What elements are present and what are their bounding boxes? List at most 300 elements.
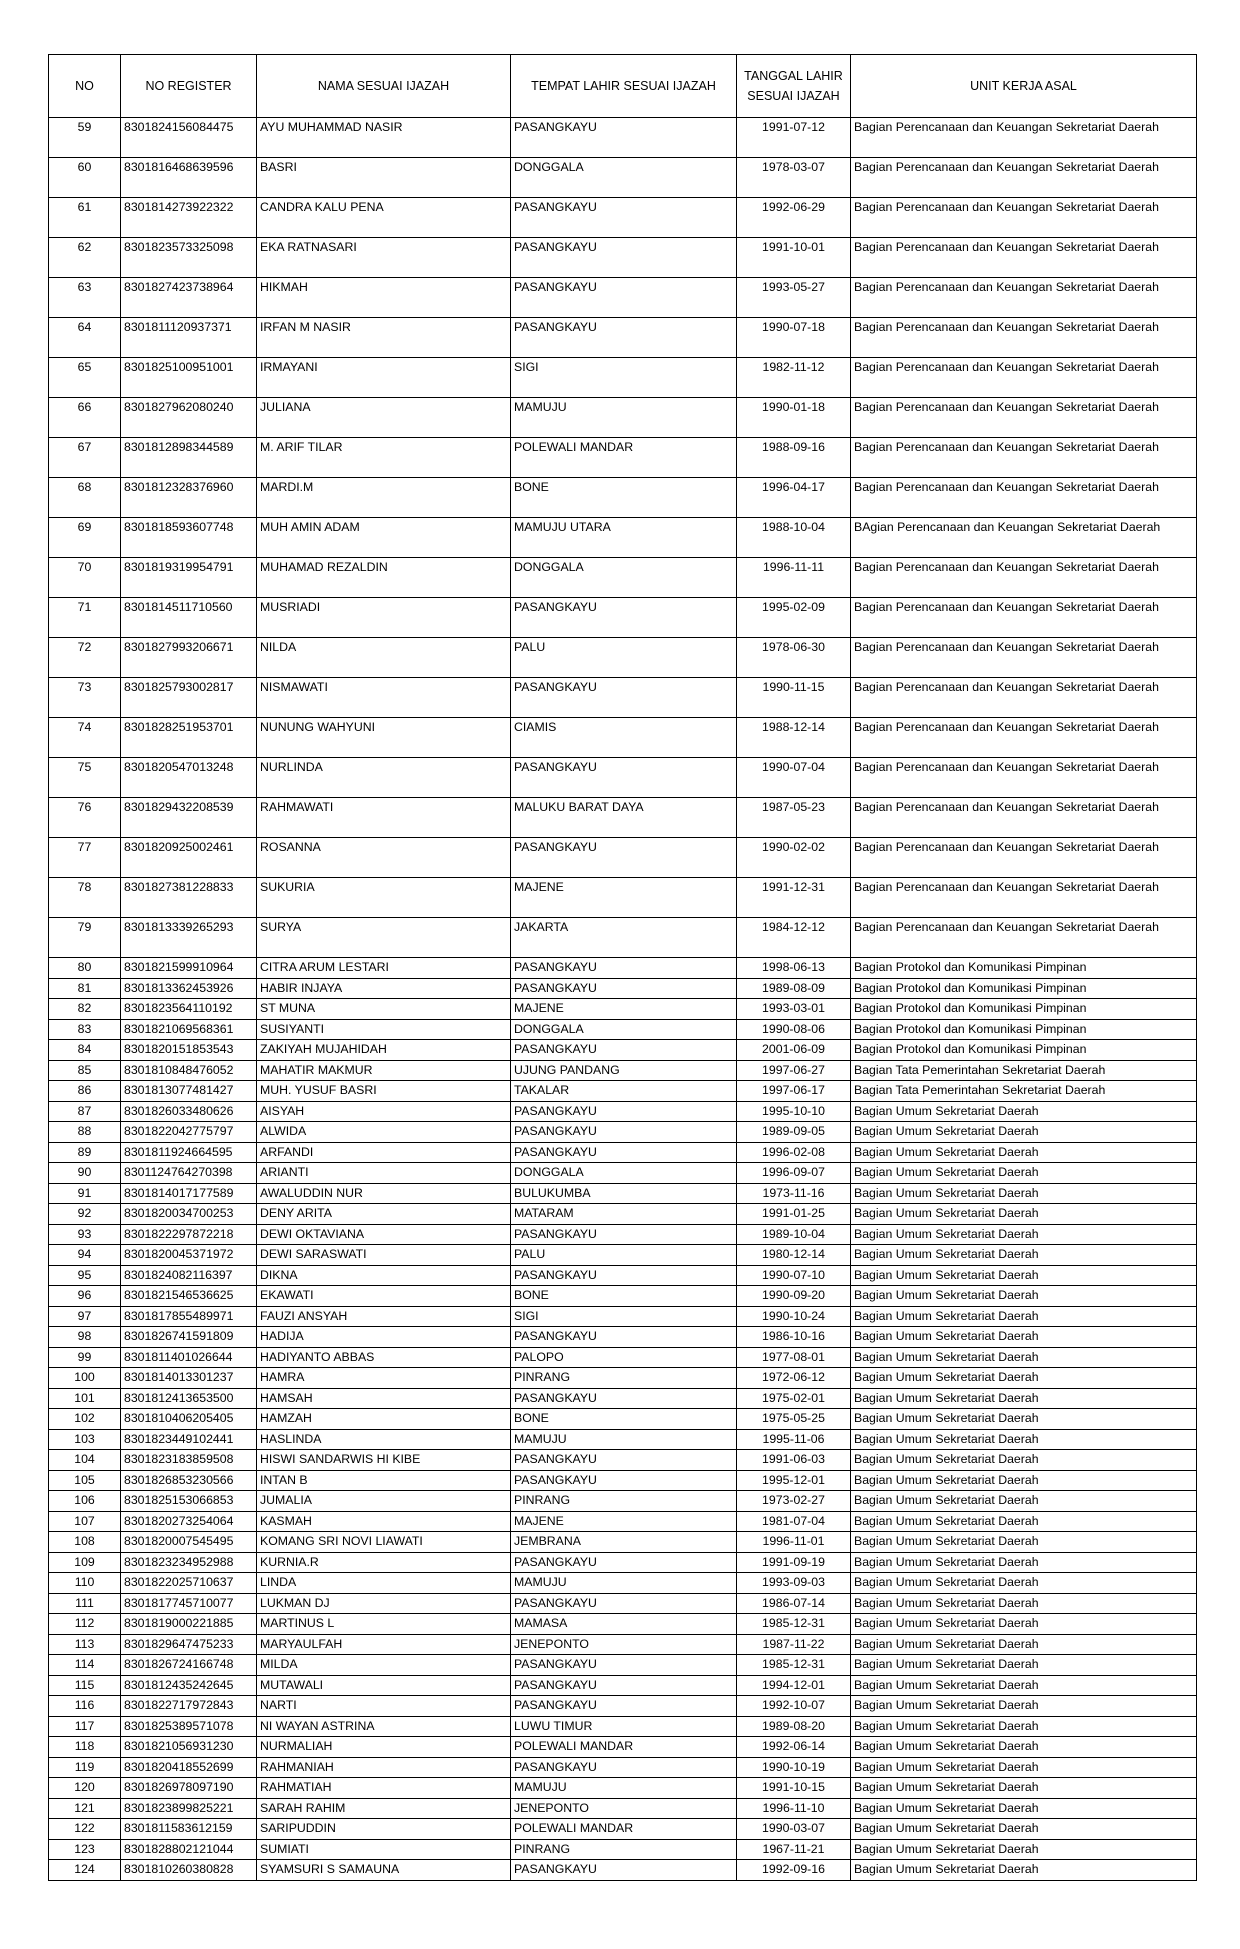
cell-register: 8301827993206671 (121, 638, 257, 678)
cell-birthplace: PASANGKAYU (511, 838, 737, 878)
table-row (49, 358, 1197, 398)
cell-no: 94 (49, 1245, 121, 1266)
table-row (49, 1778, 1197, 1799)
cell-birthdate: 1992-09-16 (737, 1860, 851, 1881)
cell-no: 113 (49, 1634, 121, 1655)
cell-birthplace: LUWU TIMUR (511, 1716, 737, 1737)
cell-unit: Bagian Umum Sekretariat Daerah (851, 1142, 1197, 1163)
cell-no: 76 (49, 798, 121, 838)
cell-name: HAMZAH (257, 1409, 511, 1430)
cell-no: 81 (49, 978, 121, 999)
cell-register: 8301827381228833 (121, 878, 257, 918)
cell-register: 8301821056931230 (121, 1737, 257, 1758)
table-row (49, 158, 1197, 198)
table-row (49, 1798, 1197, 1819)
cell-birthdate: 1980-12-14 (737, 1245, 851, 1266)
cell-birthdate: 1989-08-20 (737, 1716, 851, 1737)
table-row (49, 1450, 1197, 1471)
cell-unit: Bagian Protokol dan Komunikasi Pimpinan (851, 958, 1197, 979)
cell-register: 8301124764270398 (121, 1163, 257, 1184)
cell-birthdate: 1982-11-12 (737, 358, 851, 398)
cell-register: 8301826724166748 (121, 1655, 257, 1676)
header-name: NAMA SESUAI IJAZAH (257, 55, 511, 118)
cell-unit: Bagian Perencanaan dan Keuangan Sekretariat Daerah (851, 398, 1197, 438)
cell-birthdate: 1990-01-18 (737, 398, 851, 438)
table-row (49, 838, 1197, 878)
cell-birthdate: 1988-09-16 (737, 438, 851, 478)
cell-birthplace: PASANGKAYU (511, 1142, 737, 1163)
cell-birthdate: 1993-03-01 (737, 999, 851, 1020)
cell-birthplace: PASANGKAYU (511, 1593, 737, 1614)
cell-birthplace: BONE (511, 1286, 737, 1307)
cell-register: 8301829647475233 (121, 1634, 257, 1655)
cell-unit: Bagian Umum Sekretariat Daerah (851, 1839, 1197, 1860)
cell-unit: Bagian Umum Sekretariat Daerah (851, 1327, 1197, 1348)
cell-no: 98 (49, 1327, 121, 1348)
cell-name: KASMAH (257, 1511, 511, 1532)
cell-register: 8301814013301237 (121, 1368, 257, 1389)
cell-unit: Bagian Umum Sekretariat Daerah (851, 1860, 1197, 1881)
cell-birthplace: JENEPONTO (511, 1798, 737, 1819)
table-row (49, 558, 1197, 598)
cell-no: 121 (49, 1798, 121, 1819)
cell-unit: Bagian Umum Sekretariat Daerah (851, 1122, 1197, 1143)
table-row (49, 1347, 1197, 1368)
cell-birthplace: MAMASA (511, 1614, 737, 1635)
table-row (49, 1716, 1197, 1737)
cell-register: 8301820045371972 (121, 1245, 257, 1266)
table-row (49, 1552, 1197, 1573)
cell-register: 8301825389571078 (121, 1716, 257, 1737)
cell-register: 8301811924664595 (121, 1142, 257, 1163)
table-row (49, 398, 1197, 438)
cell-register: 8301822297872218 (121, 1224, 257, 1245)
header-no: NO (49, 55, 121, 118)
cell-unit: Bagian Perencanaan dan Keuangan Sekretariat Daerah (851, 718, 1197, 758)
cell-register: 8301812413653500 (121, 1388, 257, 1409)
table-row (49, 1819, 1197, 1840)
cell-birthdate: 1987-11-22 (737, 1634, 851, 1655)
cell-birthplace: DONGGALA (511, 1163, 737, 1184)
cell-birthplace: PASANGKAYU (511, 958, 737, 979)
cell-birthdate: 1993-05-27 (737, 278, 851, 318)
cell-birthplace: PASANGKAYU (511, 1470, 737, 1491)
table-row (49, 1183, 1197, 1204)
table-body (49, 118, 1197, 1881)
cell-birthplace: PINRANG (511, 1839, 737, 1860)
cell-register: 8301820418552699 (121, 1757, 257, 1778)
cell-unit: BAgian Perencanaan dan Keuangan Sekretariat Daerah (851, 518, 1197, 558)
cell-unit: Bagian Umum Sekretariat Daerah (851, 1265, 1197, 1286)
cell-birthplace: UJUNG PANDANG (511, 1060, 737, 1081)
cell-birthplace: MALUKU BARAT DAYA (511, 798, 737, 838)
cell-birthplace: PALOPO (511, 1347, 737, 1368)
cell-birthdate: 1991-06-03 (737, 1450, 851, 1471)
table-row (49, 1286, 1197, 1307)
cell-no: 112 (49, 1614, 121, 1635)
cell-register: 8301817855489971 (121, 1306, 257, 1327)
table-row (49, 1101, 1197, 1122)
cell-register: 8301829432208539 (121, 798, 257, 838)
cell-register: 8301823573325098 (121, 238, 257, 278)
cell-birthplace: JAKARTA (511, 918, 737, 958)
cell-birthdate: 1991-10-15 (737, 1778, 851, 1799)
cell-birthplace: MAJENE (511, 1511, 737, 1532)
cell-birthdate: 1989-08-09 (737, 978, 851, 999)
cell-no: 78 (49, 878, 121, 918)
cell-unit: Bagian Perencanaan dan Keuangan Sekretariat Daerah (851, 878, 1197, 918)
cell-birthdate: 1990-08-06 (737, 1019, 851, 1040)
cell-no: 102 (49, 1409, 121, 1430)
cell-register: 8301811401026644 (121, 1347, 257, 1368)
cell-name: IRFAN M NASIR (257, 318, 511, 358)
cell-no: 117 (49, 1716, 121, 1737)
table-row (49, 1163, 1197, 1184)
cell-birthplace: PASANGKAYU (511, 1675, 737, 1696)
table-row (49, 918, 1197, 958)
cell-unit: Bagian Perencanaan dan Keuangan Sekretariat Daerah (851, 598, 1197, 638)
table-row (49, 438, 1197, 478)
cell-birthplace: PALU (511, 638, 737, 678)
cell-no: 84 (49, 1040, 121, 1061)
cell-name: CITRA ARUM LESTARI (257, 958, 511, 979)
cell-birthdate: 1996-04-17 (737, 478, 851, 518)
cell-birthplace: PASANGKAYU (511, 1860, 737, 1881)
cell-birthdate: 1995-02-09 (737, 598, 851, 638)
cell-birthdate: 1973-11-16 (737, 1183, 851, 1204)
table-row (49, 1634, 1197, 1655)
table-row (49, 1860, 1197, 1881)
cell-birthplace: MAMUJU UTARA (511, 518, 737, 558)
cell-no: 97 (49, 1306, 121, 1327)
cell-birthplace: BULUKUMBA (511, 1183, 737, 1204)
cell-unit: Bagian Umum Sekretariat Daerah (851, 1655, 1197, 1676)
cell-register: 8301826033480626 (121, 1101, 257, 1122)
cell-name: NISMAWATI (257, 678, 511, 718)
cell-unit: Bagian Protokol dan Komunikasi Pimpinan (851, 1019, 1197, 1040)
cell-unit: Bagian Umum Sekretariat Daerah (851, 1204, 1197, 1225)
cell-register: 8301814511710560 (121, 598, 257, 638)
cell-birthplace: PASANGKAYU (511, 598, 737, 638)
cell-unit: Bagian Protokol dan Komunikasi Pimpinan (851, 999, 1197, 1020)
cell-register: 8301825153066853 (121, 1491, 257, 1512)
cell-birthdate: 1990-10-19 (737, 1757, 851, 1778)
cell-register: 8301816468639596 (121, 158, 257, 198)
cell-name: AISYAH (257, 1101, 511, 1122)
cell-register: 8301813362453926 (121, 978, 257, 999)
cell-no: 79 (49, 918, 121, 958)
cell-birthdate: 1996-11-11 (737, 558, 851, 598)
cell-register: 8301822717972843 (121, 1696, 257, 1717)
cell-name: ZAKIYAH MUJAHIDAH (257, 1040, 511, 1061)
cell-birthplace: MAJENE (511, 878, 737, 918)
cell-no: 87 (49, 1101, 121, 1122)
cell-no: 114 (49, 1655, 121, 1676)
cell-birthdate: 1994-12-01 (737, 1675, 851, 1696)
cell-register: 8301821069568361 (121, 1019, 257, 1040)
table-row (49, 1142, 1197, 1163)
cell-no: 67 (49, 438, 121, 478)
cell-register: 8301822025710637 (121, 1573, 257, 1594)
table-row (49, 1470, 1197, 1491)
cell-register: 8301823183859508 (121, 1450, 257, 1471)
cell-no: 93 (49, 1224, 121, 1245)
cell-unit: Bagian Perencanaan dan Keuangan Sekretariat Daerah (851, 638, 1197, 678)
table-row (49, 1409, 1197, 1430)
table-row (49, 1388, 1197, 1409)
table-row (49, 1224, 1197, 1245)
cell-register: 8301822042775797 (121, 1122, 257, 1143)
cell-no: 96 (49, 1286, 121, 1307)
cell-birthplace: PASANGKAYU (511, 278, 737, 318)
cell-birthdate: 1990-09-20 (737, 1286, 851, 1307)
cell-name: SUKURIA (257, 878, 511, 918)
cell-name: HASLINDA (257, 1429, 511, 1450)
cell-no: 99 (49, 1347, 121, 1368)
cell-name: FAUZI ANSYAH (257, 1306, 511, 1327)
cell-unit: Bagian Umum Sekretariat Daerah (851, 1429, 1197, 1450)
cell-unit: Bagian Perencanaan dan Keuangan Sekretariat Daerah (851, 118, 1197, 158)
cell-birthplace: PASANGKAYU (511, 198, 737, 238)
cell-birthdate: 1985-12-31 (737, 1655, 851, 1676)
table-row (49, 1122, 1197, 1143)
table-row (49, 1265, 1197, 1286)
cell-birthdate: 1973-02-27 (737, 1491, 851, 1512)
cell-register: 8301810260380828 (121, 1860, 257, 1881)
cell-register: 8301826978097190 (121, 1778, 257, 1799)
cell-unit: Bagian Umum Sekretariat Daerah (851, 1224, 1197, 1245)
cell-unit: Bagian Perencanaan dan Keuangan Sekretariat Daerah (851, 678, 1197, 718)
cell-birthplace: PASANGKAYU (511, 1757, 737, 1778)
cell-name: HISWI SANDARWIS HI KIBE (257, 1450, 511, 1471)
cell-name: NURLINDA (257, 758, 511, 798)
cell-birthplace: POLEWALI MANDAR (511, 438, 737, 478)
cell-name: SUMIATI (257, 1839, 511, 1860)
cell-birthdate: 1992-06-29 (737, 198, 851, 238)
cell-unit: Bagian Perencanaan dan Keuangan Sekretariat Daerah (851, 798, 1197, 838)
cell-unit: Bagian Perencanaan dan Keuangan Sekretariat Daerah (851, 358, 1197, 398)
cell-unit: Bagian Umum Sekretariat Daerah (851, 1593, 1197, 1614)
cell-birthdate: 1991-10-01 (737, 238, 851, 278)
cell-birthdate: 1990-03-07 (737, 1819, 851, 1840)
cell-birthdate: 1991-09-19 (737, 1552, 851, 1573)
cell-unit: Bagian Umum Sekretariat Daerah (851, 1737, 1197, 1758)
cell-unit: Bagian Umum Sekretariat Daerah (851, 1532, 1197, 1553)
cell-name: ARIANTI (257, 1163, 511, 1184)
cell-birthdate: 1995-10-10 (737, 1101, 851, 1122)
cell-birthplace: SIGI (511, 358, 737, 398)
cell-unit: Bagian Umum Sekretariat Daerah (851, 1183, 1197, 1204)
table-row (49, 999, 1197, 1020)
cell-register: 8301826853230566 (121, 1470, 257, 1491)
cell-birthdate: 2001-06-09 (737, 1040, 851, 1061)
table-row (49, 1696, 1197, 1717)
cell-name: MUH AMIN ADAM (257, 518, 511, 558)
cell-name: NUNUNG WAHYUNI (257, 718, 511, 758)
cell-birthdate: 1988-10-04 (737, 518, 851, 558)
cell-unit: Bagian Perencanaan dan Keuangan Sekretariat Daerah (851, 198, 1197, 238)
table-row (49, 238, 1197, 278)
cell-no: 59 (49, 118, 121, 158)
cell-name: KOMANG SRI NOVI LIAWATI (257, 1532, 511, 1553)
cell-birthplace: MAMUJU (511, 1429, 737, 1450)
cell-name: NARTI (257, 1696, 511, 1717)
cell-unit: Bagian Umum Sekretariat Daerah (851, 1573, 1197, 1594)
cell-birthdate: 1990-10-24 (737, 1306, 851, 1327)
table-row (49, 598, 1197, 638)
cell-unit: Bagian Perencanaan dan Keuangan Sekretariat Daerah (851, 238, 1197, 278)
cell-birthplace: PASANGKAYU (511, 1696, 737, 1717)
cell-name: M. ARIF TILAR (257, 438, 511, 478)
cell-unit: Bagian Umum Sekretariat Daerah (851, 1163, 1197, 1184)
cell-register: 8301823234952988 (121, 1552, 257, 1573)
cell-birthdate: 1986-07-14 (737, 1593, 851, 1614)
cell-birthplace: PASANGKAYU (511, 1265, 737, 1286)
cell-unit: Bagian Perencanaan dan Keuangan Sekretariat Daerah (851, 838, 1197, 878)
cell-birthplace: CIAMIS (511, 718, 737, 758)
cell-birthdate: 1991-12-31 (737, 878, 851, 918)
cell-birthplace: PASANGKAYU (511, 678, 737, 718)
cell-name: HAMRA (257, 1368, 511, 1389)
cell-register: 8301825793002817 (121, 678, 257, 718)
cell-name: JULIANA (257, 398, 511, 438)
cell-name: CANDRA KALU PENA (257, 198, 511, 238)
cell-register: 8301810406205405 (121, 1409, 257, 1430)
table-row (49, 1839, 1197, 1860)
table-row (49, 758, 1197, 798)
cell-register: 8301814273922322 (121, 198, 257, 238)
cell-birthplace: PASANGKAYU (511, 758, 737, 798)
cell-register: 8301818593607748 (121, 518, 257, 558)
cell-birthdate: 1975-05-25 (737, 1409, 851, 1430)
header-birthdate: TANGGAL LAHIR SESUAI IJAZAH (737, 55, 851, 118)
cell-register: 8301813339265293 (121, 918, 257, 958)
table-row (49, 1737, 1197, 1758)
cell-birthplace: JENEPONTO (511, 1634, 737, 1655)
cell-birthdate: 1990-07-10 (737, 1265, 851, 1286)
cell-no: 109 (49, 1552, 121, 1573)
cell-no: 100 (49, 1368, 121, 1389)
cell-unit: Bagian Perencanaan dan Keuangan Sekretariat Daerah (851, 158, 1197, 198)
cell-birthdate: 1978-06-30 (737, 638, 851, 678)
table-row (49, 1593, 1197, 1614)
cell-birthdate: 1992-10-07 (737, 1696, 851, 1717)
cell-name: RAHMATIAH (257, 1778, 511, 1799)
cell-birthdate: 1990-07-18 (737, 318, 851, 358)
cell-register: 8301826741591809 (121, 1327, 257, 1348)
cell-no: 89 (49, 1142, 121, 1163)
table-row (49, 278, 1197, 318)
table-row (49, 798, 1197, 838)
cell-unit: Bagian Umum Sekretariat Daerah (851, 1675, 1197, 1696)
cell-birthdate: 1977-08-01 (737, 1347, 851, 1368)
cell-name: MARDI.M (257, 478, 511, 518)
cell-birthdate: 1996-02-08 (737, 1142, 851, 1163)
cell-no: 66 (49, 398, 121, 438)
cell-no: 60 (49, 158, 121, 198)
cell-birthdate: 1986-10-16 (737, 1327, 851, 1348)
cell-birthplace: PASANGKAYU (511, 1101, 737, 1122)
cell-unit: Bagian Umum Sekretariat Daerah (851, 1286, 1197, 1307)
cell-unit: Bagian Protokol dan Komunikasi Pimpinan (851, 1040, 1197, 1061)
cell-birthplace: PASANGKAYU (511, 1388, 737, 1409)
table-row (49, 1060, 1197, 1081)
cell-name: RAHMANIAH (257, 1757, 511, 1778)
cell-unit: Bagian Umum Sekretariat Daerah (851, 1552, 1197, 1573)
cell-birthdate: 1992-06-14 (737, 1737, 851, 1758)
cell-name: IRMAYANI (257, 358, 511, 398)
table-row (49, 1204, 1197, 1225)
cell-name: HAMSAH (257, 1388, 511, 1409)
cell-no: 90 (49, 1163, 121, 1184)
cell-unit: Bagian Umum Sekretariat Daerah (851, 1491, 1197, 1512)
table-row (49, 878, 1197, 918)
cell-unit: Bagian Umum Sekretariat Daerah (851, 1306, 1197, 1327)
cell-unit: Bagian Perencanaan dan Keuangan Sekretariat Daerah (851, 918, 1197, 958)
cell-birthdate: 1989-09-05 (737, 1122, 851, 1143)
cell-register: 8301820151853543 (121, 1040, 257, 1061)
cell-birthplace: DONGGALA (511, 1019, 737, 1040)
cell-no: 70 (49, 558, 121, 598)
cell-unit: Bagian Perencanaan dan Keuangan Sekretariat Daerah (851, 438, 1197, 478)
cell-register: 8301828251953701 (121, 718, 257, 758)
cell-register: 8301821599910964 (121, 958, 257, 979)
cell-birthdate: 1998-06-13 (737, 958, 851, 979)
cell-no: 83 (49, 1019, 121, 1040)
header-row (49, 55, 1197, 118)
cell-unit: Bagian Perencanaan dan Keuangan Sekretariat Daerah (851, 758, 1197, 798)
cell-name: MUTAWALI (257, 1675, 511, 1696)
cell-no: 111 (49, 1593, 121, 1614)
cell-no: 68 (49, 478, 121, 518)
cell-no: 75 (49, 758, 121, 798)
cell-unit: Bagian Umum Sekretariat Daerah (851, 1798, 1197, 1819)
cell-birthdate: 1991-07-12 (737, 118, 851, 158)
cell-no: 107 (49, 1511, 121, 1532)
cell-name: ALWIDA (257, 1122, 511, 1143)
cell-no: 69 (49, 518, 121, 558)
cell-register: 8301820273254064 (121, 1511, 257, 1532)
cell-name: BASRI (257, 158, 511, 198)
cell-name: KURNIA.R (257, 1552, 511, 1573)
table-row (49, 1019, 1197, 1040)
cell-register: 8301811583612159 (121, 1819, 257, 1840)
table-row (49, 1491, 1197, 1512)
cell-no: 91 (49, 1183, 121, 1204)
cell-birthdate: 1978-03-07 (737, 158, 851, 198)
cell-name: SUSIYANTI (257, 1019, 511, 1040)
cell-no: 108 (49, 1532, 121, 1553)
cell-birthdate: 1975-02-01 (737, 1388, 851, 1409)
cell-birthplace: PALU (511, 1245, 737, 1266)
cell-name: DEWI SARASWATI (257, 1245, 511, 1266)
cell-unit: Bagian Perencanaan dan Keuangan Sekretariat Daerah (851, 478, 1197, 518)
cell-birthplace: JEMBRANA (511, 1532, 737, 1553)
cell-birthdate: 1996-11-01 (737, 1532, 851, 1553)
table-row (49, 1511, 1197, 1532)
cell-name: HADIJA (257, 1327, 511, 1348)
cell-no: 92 (49, 1204, 121, 1225)
table-row (49, 1429, 1197, 1450)
table-row (49, 678, 1197, 718)
cell-no: 64 (49, 318, 121, 358)
cell-register: 8301825100951001 (121, 358, 257, 398)
cell-register: 8301820925002461 (121, 838, 257, 878)
cell-name: EKA RATNASARI (257, 238, 511, 278)
cell-name: NILDA (257, 638, 511, 678)
cell-no: 103 (49, 1429, 121, 1450)
cell-birthdate: 1984-12-12 (737, 918, 851, 958)
